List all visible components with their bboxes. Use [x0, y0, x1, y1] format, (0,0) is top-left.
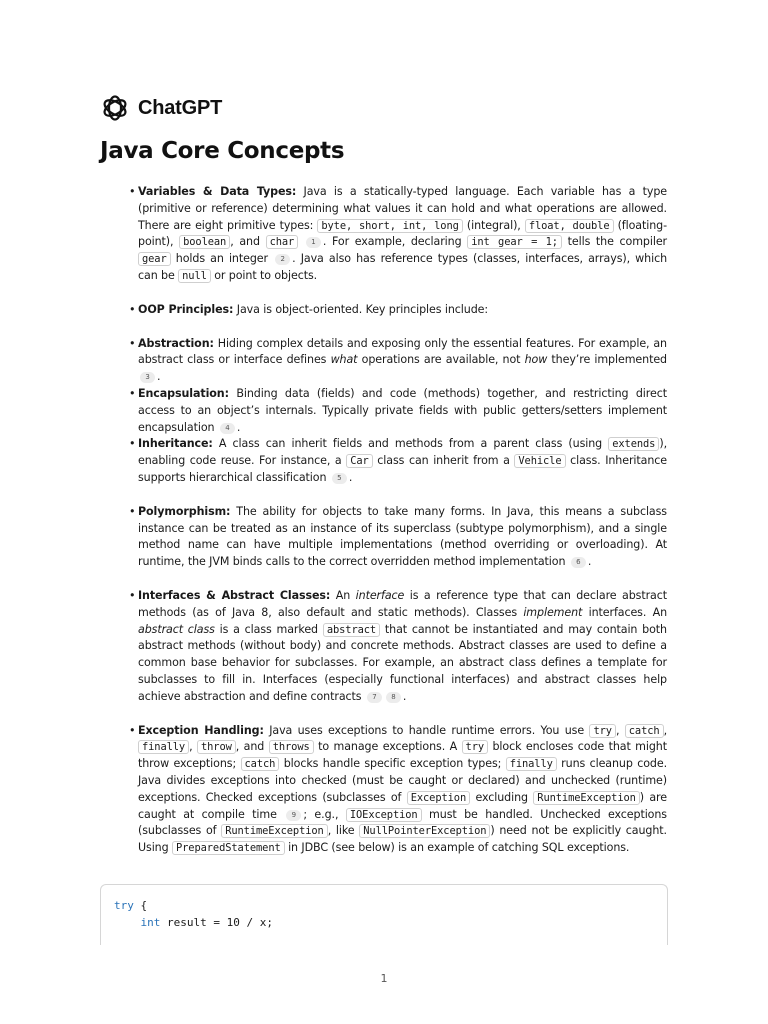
item-emphasis: what [330, 353, 358, 367]
item-text: to manage exceptions. A [313, 740, 462, 754]
item-text: runs cleanup code. Java divides exceptions into checked (must be caught or declared) and unchecked (runtime) exceptions. Checked exceptions (subclasses of [138, 757, 667, 804]
inline-code: Exception [407, 791, 470, 805]
item-text: , [615, 723, 625, 737]
inline-code: finally [506, 757, 557, 771]
item-text: interfaces. An [582, 605, 668, 619]
code-text: result = 10 / x; [160, 916, 273, 929]
item-text: ), enabling code reuse. For instance, a [138, 437, 667, 468]
item-text: is a reference type that can declare abstract methods (as of Java 8, also default and static methods). Classes [138, 588, 667, 619]
item-text: block encloses code that might throw exceptions; [138, 740, 667, 771]
inline-code: float, double [525, 219, 614, 233]
inline-code: byte, short, int, long [317, 219, 462, 233]
item-text: . [236, 420, 241, 434]
list-item-interfaces [138, 588, 667, 706]
inline-code: catch [625, 724, 664, 738]
document-title: Java Core Concepts [100, 138, 345, 164]
page-number: 1 [380, 972, 388, 985]
item-text: tells the compiler [561, 235, 668, 249]
inline-code: RuntimeException [533, 791, 640, 805]
item-heading: Inheritance: [138, 437, 213, 451]
inline-code: boolean [179, 235, 230, 249]
item-text: , and [230, 235, 266, 249]
brand-name: ChatGPT [138, 96, 223, 119]
citation-badge[interactable]: 9 [286, 810, 301, 821]
item-heading: OOP Principles: [138, 302, 234, 316]
item-text: excluding [470, 790, 534, 804]
item-text: , [663, 723, 667, 737]
inline-code: char [266, 235, 299, 249]
inline-code: catch [241, 757, 280, 771]
item-text: or point to objects. [210, 268, 318, 282]
item-heading: Abstraction: [138, 336, 214, 350]
inline-code: try [589, 724, 615, 738]
item-text: Java is object-oriented. Key principles include: [233, 302, 488, 316]
citation-badge[interactable]: 5 [332, 473, 347, 484]
list-item-exceptions [138, 723, 667, 857]
item-heading: Interfaces & Abstract Classes: [138, 588, 331, 602]
list-item-abstraction [138, 336, 667, 386]
item-text: The ability for objects to take many forms. In Java, this means a subclass instance can be treated as an instance of its superclass (subtype polymorphism), and a single method name can have multiple implementations (method overriding or overloading). At runtime, the JVM binds calls to the correct overridden method implementation [138, 504, 667, 569]
citation-badge[interactable]: 6 [571, 557, 586, 568]
inline-code: IOException [346, 808, 422, 822]
inline-code: throws [269, 740, 314, 754]
list-item-encapsulation [138, 386, 667, 436]
item-emphasis: how [524, 353, 548, 367]
item-text: they’re implemented [547, 353, 667, 367]
inline-code: abstract [323, 623, 380, 637]
citation-badge[interactable]: 2 [275, 254, 290, 265]
inline-code: extends [608, 437, 659, 451]
item-text: is a class marked [214, 622, 323, 636]
code-content [101, 885, 667, 931]
inline-code: Vehicle [514, 454, 565, 468]
item-text: . [157, 370, 161, 384]
item-text: ; e.g., [303, 807, 346, 821]
code-indent [114, 916, 141, 929]
item-text: . [587, 555, 592, 569]
inline-code: try [462, 740, 488, 754]
brand-header [100, 93, 222, 123]
item-heading: Encapsulation: [138, 386, 229, 400]
inline-code: throw [197, 740, 236, 754]
inline-code: RuntimeException [221, 824, 328, 838]
item-heading: Exception Handling: [138, 723, 264, 737]
code-block [100, 884, 668, 945]
item-text: ) need not be explicitly caught. Using [138, 824, 667, 855]
inline-code: finally [138, 740, 189, 754]
item-text: class. Inheritance supports hierarchical classification [138, 454, 667, 484]
item-text: holds an integer [170, 252, 274, 266]
openai-logo-icon [100, 93, 130, 123]
inline-code: NullPointerException [359, 824, 490, 838]
item-text: . [348, 470, 353, 484]
citation-badge[interactable]: 1 [306, 237, 321, 248]
code-keyword: try [114, 899, 134, 912]
citation-badge[interactable]: 3 [140, 372, 155, 383]
code-keyword: int [140, 916, 161, 929]
item-text: Java is a statically-typed language. Each variable has a type (primitive or reference) determining what values it can hold and what operations are allowed. There are eight primitive types: [138, 185, 667, 232]
item-text: A class can inherit fields and methods from a parent class (using [212, 437, 609, 451]
inline-code: null [178, 269, 211, 283]
concept-list [138, 184, 667, 857]
item-heading: Polymorphism: [138, 504, 231, 518]
inline-code: Car [346, 454, 372, 468]
item-heading: Variables & Data Types: [138, 185, 297, 198]
item-text: . For example, declaring [322, 235, 468, 249]
item-emphasis: abstract class [138, 622, 215, 636]
item-text: must be handled. Unchecked exceptions (subclasses of [138, 807, 667, 838]
citation-badge[interactable]: 4 [220, 423, 235, 434]
document-body [138, 184, 667, 857]
item-text: operations are available, not [357, 353, 525, 367]
list-item-inheritance [138, 436, 667, 486]
item-text: , like [327, 824, 360, 838]
item-text: An [330, 588, 356, 602]
item-emphasis: interface [355, 588, 405, 602]
item-text: , [189, 740, 197, 754]
inline-code: gear [138, 252, 171, 266]
item-text: . [402, 689, 407, 703]
item-text: Binding data (fields) and code (methods) together, and restricting direct access to an object’s internals. Typically private fields with public getters/setters implement encapsulation [138, 386, 667, 434]
list-item-variables [138, 184, 667, 285]
citation-badge[interactable]: 8 [386, 692, 401, 703]
code-text: { [133, 899, 148, 912]
item-text: Hiding complex details and exposing only the essential features. For example, an abstract class or interface defines [138, 336, 667, 367]
list-item-oop [138, 302, 667, 319]
item-text: . Java also has reference types (classes, interfaces, arrays), which can be [138, 252, 668, 282]
item-text: , and [235, 740, 269, 754]
inline-code: int gear = 1; [467, 235, 562, 249]
item-text: (integral), [462, 218, 525, 232]
item-text: (floating-point), [138, 218, 667, 249]
item-text: that cannot be instantiated and may contain both abstract methods (without body) and concrete methods. Abstract classes are used to define a common base behavior for subclasses. For example, an abstract class defines a template for subclasses to fill in. Interfaces (especially functional interfaces) and abstract classes help achieve abstraction and define contracts [138, 622, 667, 703]
item-text: Java uses exceptions to handle runtime errors. You use [263, 723, 590, 737]
item-text: blocks handle specific exception types; [279, 757, 506, 771]
inline-code: PreparedStatement [172, 841, 285, 855]
item-text: in JDBC (see below) is an example of catching SQL exceptions. [284, 841, 630, 855]
list-item-polymorphism [138, 504, 667, 571]
citation-badge[interactable]: 7 [367, 692, 382, 703]
item-text: class can inherit from a [372, 454, 515, 468]
item-emphasis: implement [523, 605, 583, 619]
item-text: ) are caught at compile time [138, 790, 667, 821]
